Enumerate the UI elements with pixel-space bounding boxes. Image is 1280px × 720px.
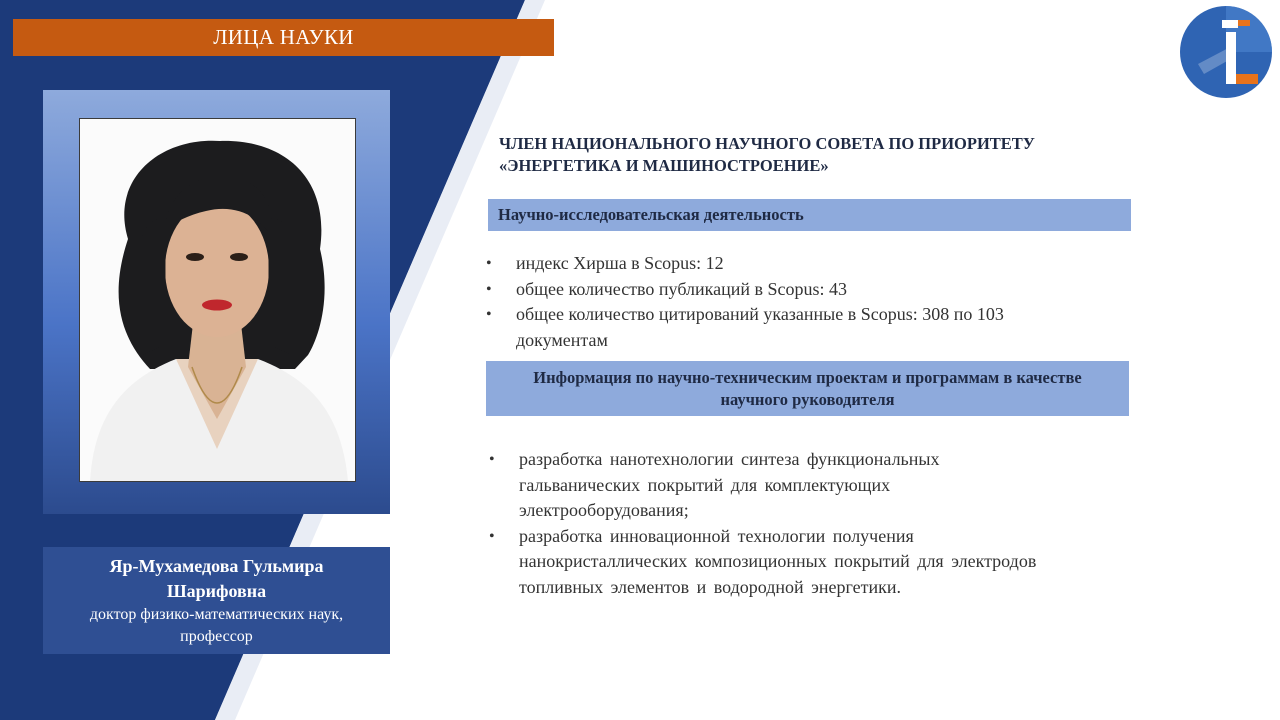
photo-frame xyxy=(43,90,390,514)
person-name: Яр-Мухамедова Гульмира Шарифовна xyxy=(109,555,324,601)
research-section-header xyxy=(488,199,1131,231)
projects-heading-line1: Информация по научно-техническим проектам и программам в качестве xyxy=(533,367,1082,387)
list-item: • разработка нанотехнологии синтеза функциональных гальванических покрытий для комплектующих электрооборудования; xyxy=(489,447,1019,524)
person-caption xyxy=(43,547,390,654)
list-item: • индекс Хирша в Scopus: 12 xyxy=(486,251,1086,277)
list-item: • общее количество публикаций в Scopus: 43 xyxy=(486,277,1086,303)
header-title: ЛИЦА НАУКИ xyxy=(213,25,354,49)
research-heading: Научно-исследовательская деятельность xyxy=(498,205,804,224)
council-membership-title xyxy=(499,133,1139,177)
research-list xyxy=(486,251,1086,353)
projects-section-header xyxy=(486,361,1129,416)
council-title-line1: ЧЛЕН НАЦИОНАЛЬНОГО НАУЧНОГО СОВЕТА ПО ПРИОРИТЕТУ xyxy=(499,134,1035,153)
list-item: • общее количество цитирований указанные в Scopus: 308 по 103 документам xyxy=(486,302,1036,353)
section-header-faces-of-science xyxy=(13,19,554,56)
person-degree: доктор физико-математических наук, профессор xyxy=(89,605,344,645)
projects-list xyxy=(489,447,1109,600)
portrait-image xyxy=(80,119,355,481)
portrait-photo xyxy=(79,118,356,482)
projects-heading-line2: научного руководителя xyxy=(720,389,895,409)
list-item: • разработка инновационной технологии получения нанокристаллических композиционных покрытий для электродов топливных элементов и водородной энергетики. xyxy=(489,524,1079,601)
council-title-line2: «ЭНЕРГЕТИКА И МАШИНОСТРОЕНИЕ» xyxy=(499,156,829,175)
logo-icon xyxy=(1178,4,1274,100)
